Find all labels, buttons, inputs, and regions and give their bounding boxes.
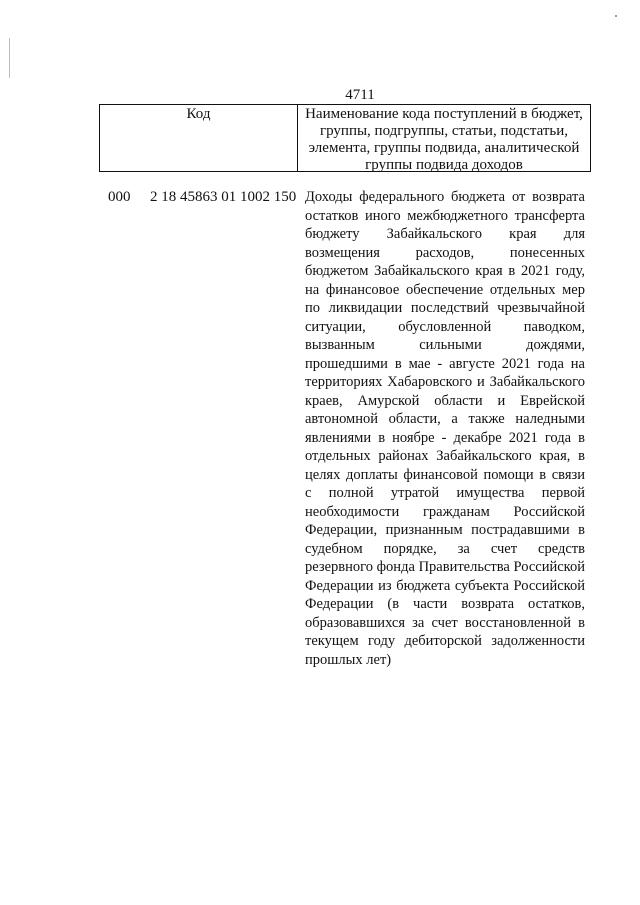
row-budget-code: 2 18 45863 01 1002 150 — [150, 189, 297, 205]
header-code-cell: Код — [100, 105, 298, 171]
header-name-cell: Наименование кода поступлений в бюджет, группы, подгруппы, статьи, подстатьи, элемента, группы подвида, аналитической группы подвида доходов — [305, 106, 583, 173]
scan-dot-mark — [615, 15, 617, 17]
row-description: Доходы федерального бюджета от возврата остатков иного межбюджетного трансферта бюджету Забайкальского края для возмещения расходов, понесенных бюджетом Забайкальского края в 2021 году, на финансовое обеспечение отдельных мер по ликвидации последствий чрезвычайной ситуации, обусловленной паводком, вызванным сильными дождями, прошедшими в мае - августе 2021 года на территориях Хабаровского и Забайкальского краев, Амурской области и Еврейской автономной области, а также наледными явлениями в ноябре - декабре 2021 года в отдельных районах Забайкальского края, в целях доплаты финансовой помощи в связи с полной утратой имущества первой необходимости гражданам Российской Федерации, признанным пострадавшими в судебном порядке, за счет средств резервного фонда Правительства Российской Федерации из бюджета субъекта Российской Федерации (в части возврата остатков, образовавшихся за счет восстановленной в текущем году дебиторской задолженности прошлых лет) — [305, 189, 585, 668]
page-number: 4711 — [345, 87, 375, 103]
row-admin-code: 000 — [108, 189, 131, 205]
scan-edge-mark — [9, 38, 10, 78]
table-header — [99, 104, 591, 172]
